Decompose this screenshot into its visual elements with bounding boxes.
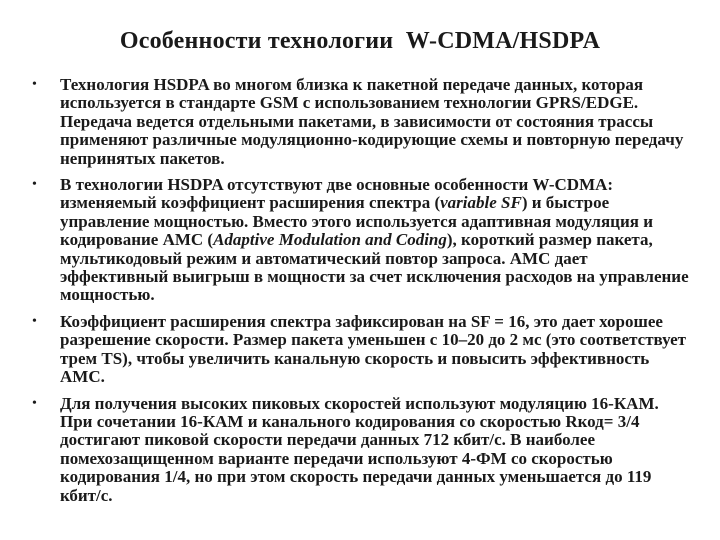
text-segment: Коэффициент расширения спектра зафиксирован на SF = 16, это дает хорошее разрешение скорости. Размер пакета уменьшен с 10–20 до 2 мс (это соответствует трем TS), чтобы увеличить канальную скорость и повысить эффективность AMC. (60, 311, 687, 387)
bullet-item (32, 76, 692, 168)
bullet-text (60, 312, 686, 386)
bullet-text (60, 175, 689, 304)
text-segment-italic: variable SF (440, 193, 522, 213)
text-segment: ), короткий размер пакета, мультикодовый режим и автоматический повтор запроса. AMC дает эффективный выигрыш в мощности за счет исключения расходов на управление мощностью. (60, 230, 689, 305)
text-segment: ) и быстрое управление мощностью. Вместо этого используется адаптивная модуляция и кодирование AMC ( (60, 193, 653, 250)
slide-title: Особенности технологии W-CDMA/HSDPA (119, 28, 601, 54)
bullet-dot-icon: • (32, 177, 37, 193)
bullet-item (32, 313, 692, 387)
bullet-text (60, 394, 659, 505)
bullet-dot-icon: • (32, 313, 37, 329)
text-segment: Для получения высоких пиковых скоростей используют модуляцию 16-КАМ. При сочетании 16-КАМ и канального кодирования со скоростью Rкод= 3/4 достигают пиковой скорости передачи данных 712 кбит/с. В наиболее помехозащищенном варианте передачи используют 4-ФМ со скоростью кодирования 1/4, но при этом скорость передачи данных уменьшается до 119 кбит/с. (60, 393, 659, 505)
text-segment: В технологии HSDPA отсутствуют две основные особенности W-CDMA: изменяемый коэффициент расширения спектра ( (60, 175, 614, 213)
bullet-item (32, 395, 692, 505)
text-segment-italic: Adaptive Modulation and Coding (213, 230, 447, 250)
bullet-item (32, 176, 692, 305)
bullet-list (32, 76, 692, 505)
bullet-text (60, 75, 683, 168)
text-segment: Технология HSDPA во многом близка к пакетной передаче данных, которая используется в стандарте GSM с использованием технологии GPRS/EDGE. Передача ведется отдельными пакетами, в зависимости от состояния трассы применяют различные модуляционно-кодирующие схемы и повторную передачу непринятых пакетов. (60, 75, 684, 168)
bullet-dot-icon: • (32, 77, 37, 92)
bullet-dot-icon: • (32, 395, 37, 411)
